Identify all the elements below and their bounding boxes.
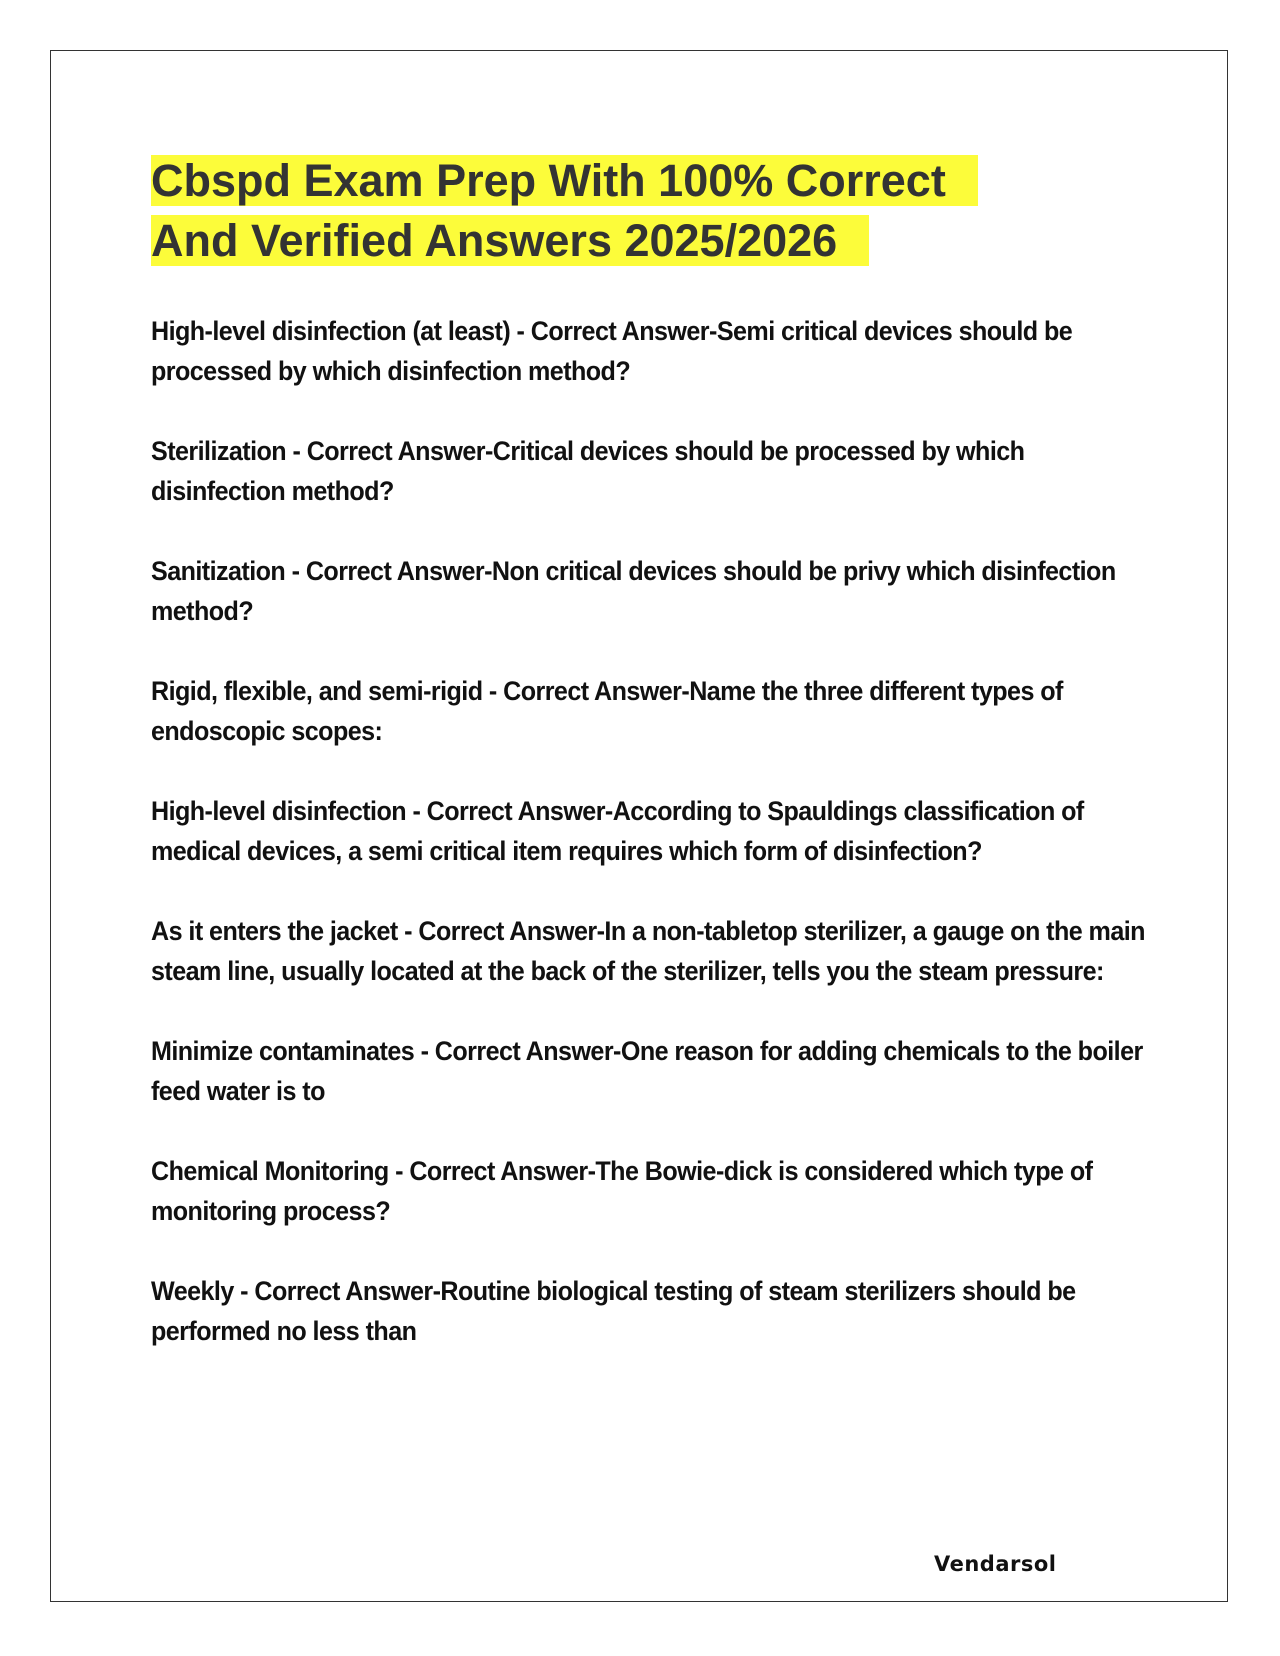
qa-item: Sterilization - Correct Answer-Critical devices should be processed by which disinfection method?: [151, 436, 1025, 506]
qa-item: As it enters the jacket - Correct Answer-In a non-tabletop sterilizer, a gauge on the main steam line, usually located at the back of the sterilizer, tells you the steam pressure:: [151, 916, 1145, 986]
title-line-2: And Verified Answers 2025/2026: [151, 215, 853, 266]
qa-item: High-level disinfection (at least) - Correct Answer-Semi critical devices should be processed by which disinfection method?: [151, 316, 1073, 386]
document-title: [151, 151, 1171, 271]
qa-item: Minimize contaminates - Correct Answer-One reason for adding chemicals to the boiler feed water is to: [151, 1036, 1143, 1106]
qa-item: Sanitization - Correct Answer-Non critical devices should be privy which disinfection method?: [151, 556, 1116, 626]
document-page: [50, 50, 1228, 1602]
footer-brand: Vendarsol: [934, 1552, 1057, 1576]
qa-item: Chemical Monitoring - Correct Answer-The Bowie-dick is considered which type of monitoring process?: [151, 1156, 1093, 1226]
document-content: [151, 151, 1171, 1391]
qa-item: High-level disinfection - Correct Answer-According to Spauldings classification of medical devices, a semi critical item requires which form of disinfection?: [151, 796, 1084, 866]
qa-list: [151, 311, 1171, 1351]
qa-item: Weekly - Correct Answer-Routine biological testing of steam sterilizers should be performed no less than: [151, 1276, 1076, 1346]
qa-item: Rigid, flexible, and semi-rigid - Correct Answer-Name the three different types of endoscopic scopes:: [151, 676, 1063, 746]
title-highlight: [151, 155, 978, 266]
title-line-1: Cbspd Exam Prep With 100% Correct: [151, 155, 962, 206]
